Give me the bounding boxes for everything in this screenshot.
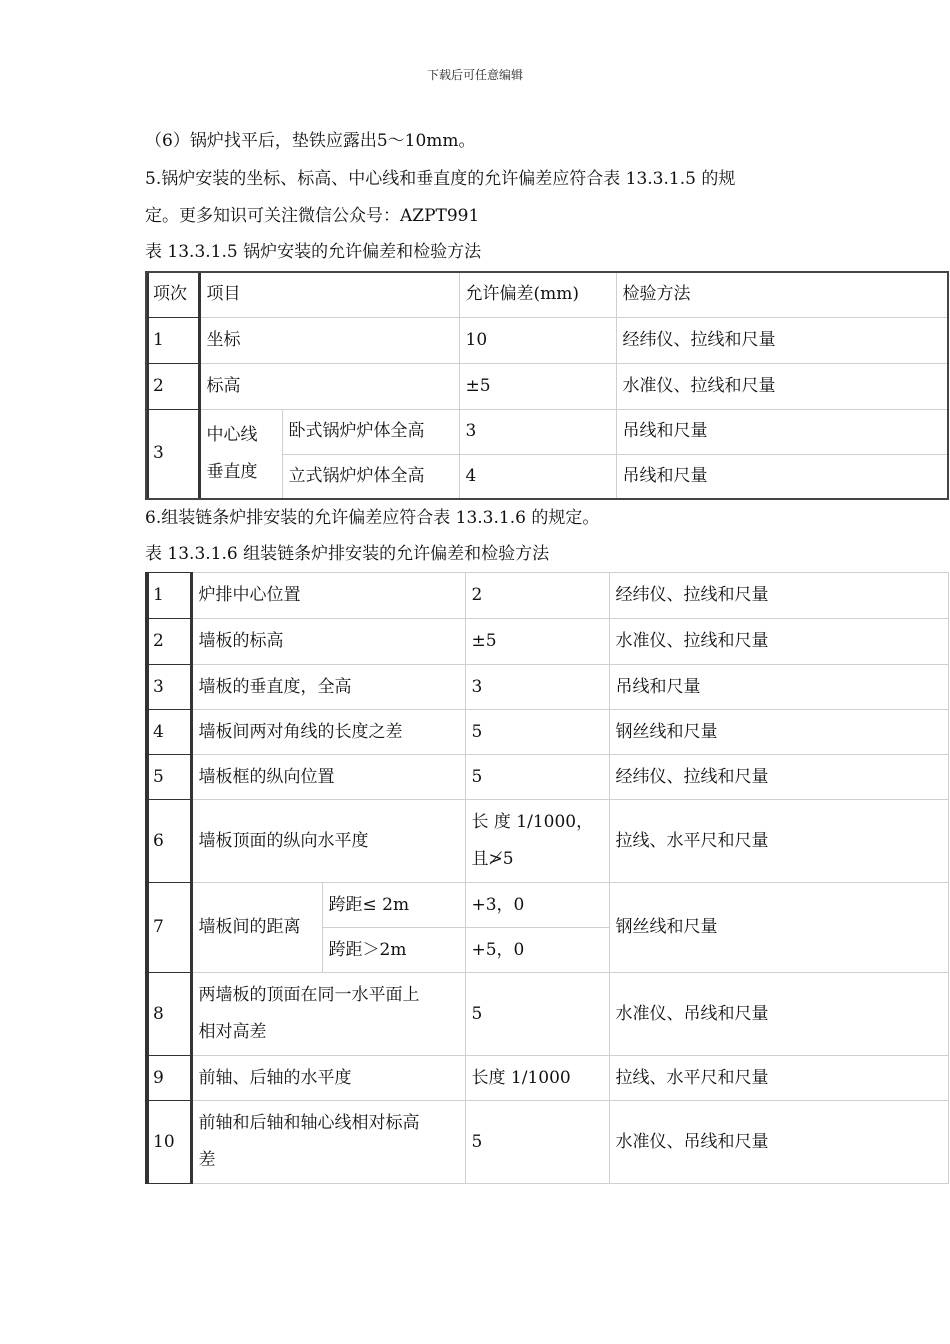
cell-tolerance: 5 (465, 973, 609, 1056)
cell-no: 10 (146, 1101, 192, 1184)
cell-method: 经纬仪、拉线和尺量 (616, 317, 948, 363)
cell-method: 钢丝线和尺量 (609, 710, 948, 755)
cell-no: 7 (146, 883, 192, 973)
table1-caption: 表 13.3.1.5 锅炉安装的允许偏差和检验方法 (145, 242, 482, 262)
cell-method: 吊线和尺量 (616, 409, 948, 454)
cell-item-multiline (192, 973, 465, 1056)
table-boiler-tolerance (145, 271, 949, 500)
cell-tolerance: ±5 (465, 619, 609, 665)
table-row (146, 1056, 948, 1101)
paragraph-tolerance-intro: 5.锅炉安装的坐标、标高、中心线和垂直度的允许偏差应符合表 13.3.1.5 的规 (145, 169, 736, 189)
cell-item: 炉排中心位置 (192, 573, 465, 619)
table-grate-tolerance (145, 572, 949, 1184)
cell-no: 1 (146, 573, 192, 619)
cell-method: 水准仪、拉线和尺量 (609, 619, 948, 665)
cell-item: 墙板间的距离 (192, 883, 322, 973)
table-row (146, 619, 948, 665)
cell-tolerance: +3，0 (465, 883, 609, 928)
table-row (146, 710, 948, 755)
table2-caption: 表 13.3.1.6 组装链条炉排安装的允许偏差和检验方法 (145, 544, 550, 564)
header-tolerance: 允许偏差(mm) (459, 272, 616, 317)
cell-no: 9 (146, 1056, 192, 1101)
cell-item-line: 两墙板的顶面在同一水平面上 (198, 985, 420, 1005)
cell-method: 经纬仪、拉线和尺量 (609, 755, 948, 800)
paragraph-grate-intro: 6.组装链条炉排安装的允许偏差应符合表 13.3.1.6 的规定。 (145, 508, 600, 528)
cell-item: 墙板的垂直度，全高 (192, 665, 465, 710)
cell-tolerance: 5 (465, 755, 609, 800)
cell-no: 1 (146, 317, 200, 363)
cell-item: 坐标 (200, 317, 459, 363)
cell-tolerance: 10 (459, 317, 616, 363)
cell-method: 拉线、水平尺和尺量 (609, 800, 948, 883)
paragraph-tolerance-intro-cont: 定。更多知识可关注微信公众号：AZPT991 (145, 206, 480, 226)
cell-tolerance-line: 长 度 1/1000， (471, 812, 594, 832)
cell-item: 墙板间两对角线的长度之差 (192, 710, 465, 755)
cell-item: 墙板框的纵向位置 (192, 755, 465, 800)
cell-item-multiline (192, 1101, 465, 1184)
cell-method: 吊线和尺量 (616, 454, 948, 499)
cell-no: 3 (146, 665, 192, 710)
cell-tolerance: 3 (459, 409, 616, 454)
table-row (146, 755, 948, 800)
table-header-row (146, 272, 948, 317)
cell-method: 水准仪、拉线和尺量 (616, 363, 948, 409)
cell-tolerance: 3 (465, 665, 609, 710)
page-header: 下载后可任意编辑 (426, 68, 523, 82)
cell-method: 水准仪、吊线和尺量 (609, 973, 948, 1056)
cell-item-line: 垂直度 (206, 461, 258, 482)
header-no: 项次 (146, 272, 200, 317)
table-row (146, 573, 948, 619)
cell-item: 前轴、后轴的水平度 (192, 1056, 465, 1101)
cell-no: 2 (146, 619, 192, 665)
cell-item-line: 中心线 (206, 424, 258, 445)
table-row (146, 409, 948, 454)
cell-subitem: 卧式锅炉炉体全高 (282, 409, 459, 454)
cell-tolerance: 4 (459, 454, 616, 499)
header-item: 项目 (200, 272, 459, 317)
cell-subitem: 立式锅炉炉体全高 (282, 454, 459, 499)
cell-tolerance: 5 (465, 1101, 609, 1184)
cell-method: 水准仪、吊线和尺量 (609, 1101, 948, 1184)
table-row (146, 800, 948, 883)
table-row (146, 1101, 948, 1184)
cell-method: 吊线和尺量 (609, 665, 948, 710)
table-row (146, 665, 948, 710)
cell-tolerance: 长度 1/1000 (465, 1056, 609, 1101)
cell-no: 3 (146, 409, 200, 499)
cell-item-line: 相对高差 (198, 1022, 267, 1042)
cell-item-line: 差 (198, 1150, 216, 1170)
cell-item: 墙板的标高 (192, 619, 465, 665)
cell-tolerance-line: 且≯5 (471, 849, 514, 869)
table-row (146, 317, 948, 363)
cell-item: 墙板顶面的纵向水平度 (192, 800, 465, 883)
cell-subitem: 跨距＞2m (322, 928, 465, 973)
table-row (146, 363, 948, 409)
cell-item-group (200, 409, 282, 499)
cell-subitem: 跨距≤ 2m (322, 883, 465, 928)
cell-tolerance-multiline (465, 800, 609, 883)
cell-no: 2 (146, 363, 200, 409)
cell-tolerance: ±5 (459, 363, 616, 409)
cell-item-line: 前轴和后轴和轴心线相对标高 (198, 1113, 420, 1133)
cell-no: 5 (146, 755, 192, 800)
header-method: 检验方法 (616, 272, 948, 317)
cell-tolerance: +5，0 (465, 928, 609, 973)
cell-method: 钢丝线和尺量 (609, 883, 948, 973)
cell-no: 6 (146, 800, 192, 883)
table-row (146, 973, 948, 1056)
paragraph-shim: （6）锅炉找平后，垫铁应露出5～10mm。 (145, 131, 476, 151)
cell-item: 标高 (200, 363, 459, 409)
cell-method: 经纬仪、拉线和尺量 (609, 573, 948, 619)
cell-tolerance: 5 (465, 710, 609, 755)
cell-tolerance: 2 (465, 573, 609, 619)
cell-method: 拉线、水平尺和尺量 (609, 1056, 948, 1101)
cell-no: 4 (146, 710, 192, 755)
cell-no: 8 (146, 973, 192, 1056)
table-row (146, 883, 948, 928)
